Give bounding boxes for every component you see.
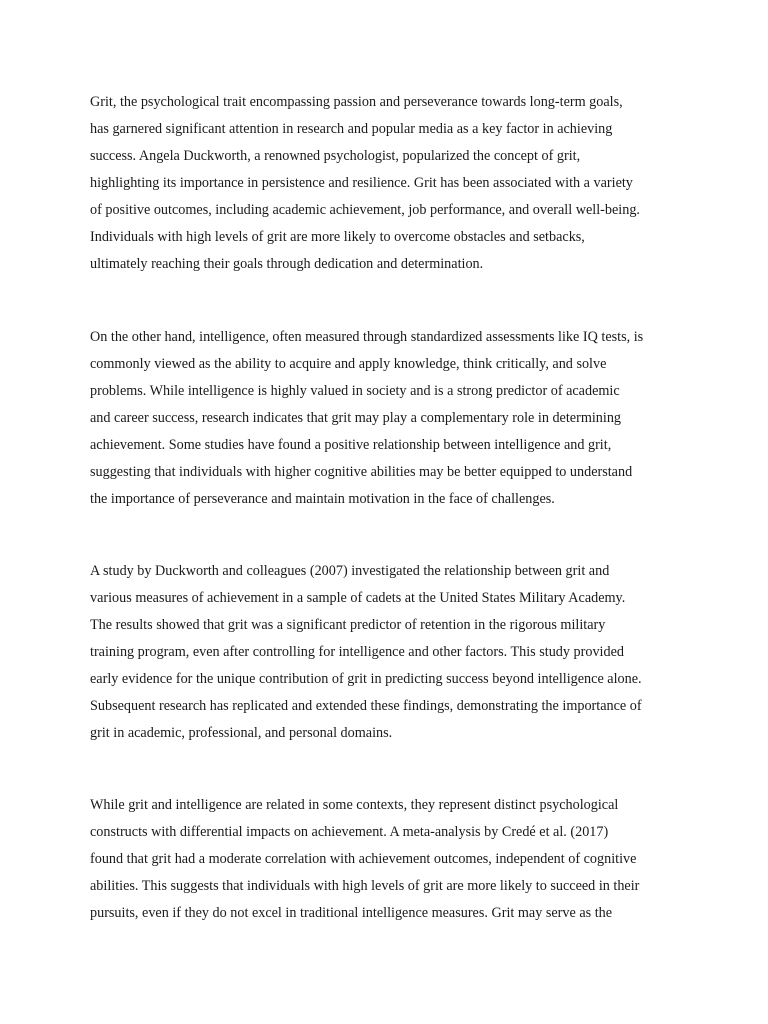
text-line: constructs with differential impacts on achievement. A meta-analysis by Credé et al. (2017)	[90, 824, 609, 840]
text-line: grit in academic, professional, and personal domains.	[90, 725, 393, 741]
text-line: early evidence for the unique contribution of grit in predicting success beyond intelligence alone.	[90, 671, 642, 687]
text-line: ultimately reaching their goals through dedication and determination.	[90, 256, 484, 272]
text-line: commonly viewed as the ability to acquire and apply knowledge, think critically, and solve	[90, 356, 607, 372]
text-line: While grit and intelligence are related in some contexts, they represent distinct psychological	[90, 797, 619, 813]
text-line: A study by Duckworth and colleagues (2007) investigated the relationship between grit and	[90, 563, 610, 579]
paragraph-duckworth-study	[90, 558, 642, 747]
text-line: The results showed that grit was a significant predictor of retention in the rigorous military	[90, 617, 606, 633]
text-line: highlighting its importance in persistence and resilience. Grit has been associated with a variety	[90, 175, 633, 191]
text-line: Grit, the psychological trait encompassing passion and perseverance towards long-term goals,	[90, 94, 623, 110]
paragraph-meta-analysis	[90, 792, 639, 927]
text-line: abilities. This suggests that individuals with high levels of grit are more likely to succeed in their	[90, 878, 640, 894]
text-line: Individuals with high levels of grit are more likely to overcome obstacles and setbacks,	[90, 229, 585, 245]
text-line: pursuits, even if they do not excel in traditional intelligence measures. Grit may serve as the	[90, 905, 613, 921]
text-line: found that grit had a moderate correlation with achievement outcomes, independent of cognitive	[90, 851, 637, 867]
text-line: of positive outcomes, including academic achievement, job performance, and overall well-being.	[90, 202, 640, 218]
text-line: problems. While intelligence is highly valued in society and is a strong predictor of academic	[90, 383, 620, 399]
text-line: achievement. Some studies have found a positive relationship between intelligence and grit,	[90, 437, 612, 453]
text-line: and career success, research indicates that grit may play a complementary role in determining	[90, 410, 622, 426]
text-line: has garnered significant attention in research and popular media as a key factor in achieving	[90, 121, 613, 137]
text-line: various measures of achievement in a sample of cadets at the United States Military Academy.	[90, 590, 626, 606]
text-line: Subsequent research has replicated and extended these findings, demonstrating the importance of	[90, 698, 642, 714]
paragraph-intelligence	[90, 324, 643, 513]
text-line: training program, even after controlling for intelligence and other factors. This study provided	[90, 644, 624, 660]
text-line: success. Angela Duckworth, a renowned psychologist, popularized the concept of grit,	[90, 148, 581, 164]
text-line: suggesting that individuals with higher cognitive abilities may be better equipped to understand	[90, 464, 633, 480]
text-line: On the other hand, intelligence, often measured through standardized assessments like IQ tests, is	[90, 329, 644, 345]
text-line: the importance of perseverance and maintain motivation in the face of challenges.	[90, 491, 555, 507]
paragraph-grit-definition	[90, 89, 640, 278]
